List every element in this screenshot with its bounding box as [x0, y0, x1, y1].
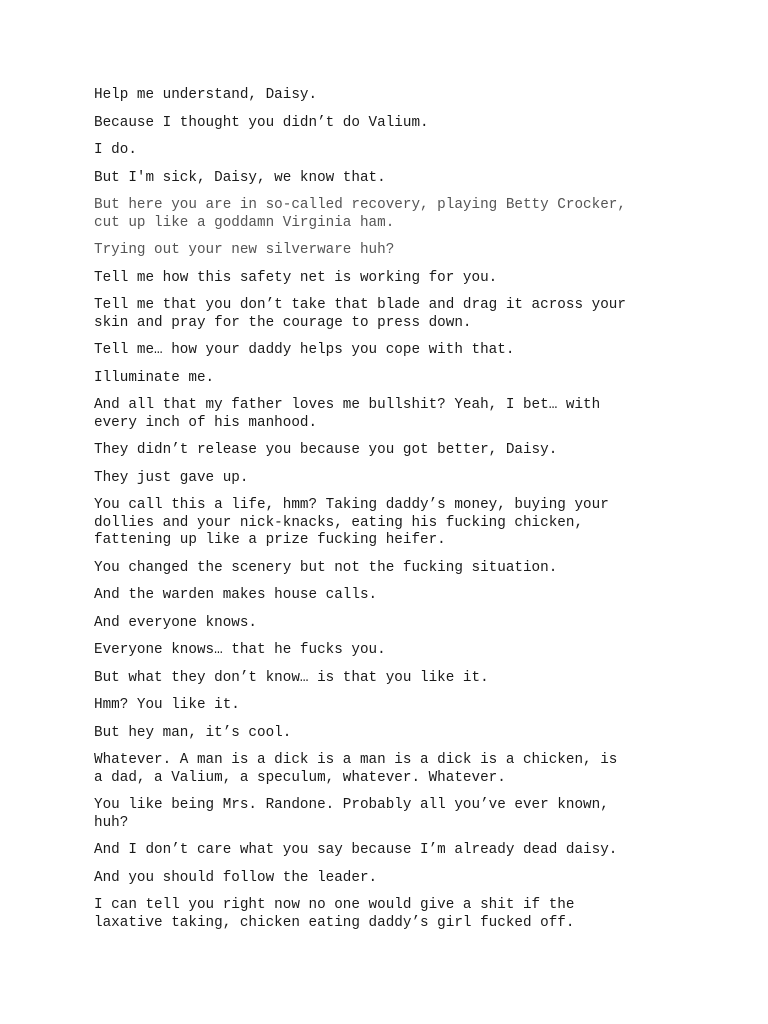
text-line: And the warden makes house calls. [94, 587, 378, 603]
text-line: Because I thought you didn’t do Valium. [94, 114, 429, 131]
text-line: Hmm? You like it. [94, 697, 240, 713]
text-line: Tell me… how your daddy helps you cope with that. [94, 342, 515, 358]
text-line: They just gave up. [94, 469, 249, 486]
text-line: Everyone knows… that he fucks you. [94, 642, 386, 658]
text-line: Trying out your new silverware huh? [94, 242, 395, 258]
text-line: Help me understand, Daisy. [94, 87, 318, 103]
text-line: You like being Mrs. Randone. Probably all you’ve ever known, huh? [94, 797, 609, 831]
text-line: But what they don’t know… is that you like it. [94, 669, 489, 686]
text-line: You changed the scenery but not the fucking situation. [94, 559, 558, 576]
text-line: But I'm sick, Daisy, we know that. [94, 169, 386, 186]
text-line: And everyone knows. [94, 614, 258, 631]
text-line: But hey man, it’s cool. [94, 724, 292, 741]
text-line: And all that my father loves me bullshit? Yeah, I bet… with every inch of his manhood. [94, 397, 601, 431]
text-line: And I don’t care what you say because I’m already dead daisy. [94, 842, 618, 858]
text-line: Illuminate me. [94, 369, 215, 386]
text-line: Whatever. A man is a dick is a man is a dick is a chicken, is a dad, a Valium, a speculum, whatever. Whatever. [94, 752, 618, 786]
text-line: You call this a life, hmm? Taking daddy’s money, buying your dollies and your nick-knacks, eating his fucking chicken, fattening up like a prize fucking heifer. [94, 497, 609, 548]
text-line: I do. [94, 142, 137, 158]
text-line: And you should follow the leader. [94, 869, 378, 886]
text-line: But here you are in so-called recovery, playing Betty Crocker, cut up like a goddamn Virginia ham. [94, 197, 626, 231]
text-line: Tell me that you don’t take that blade and drag it across your skin and pray for the courage to press down. [94, 297, 626, 331]
text-line: Tell me how this safety net is working for you. [94, 269, 498, 286]
text-line: They didn’t release you because you got better, Daisy. [94, 442, 558, 458]
document-body [94, 87, 694, 942]
text-line: I can tell you right now no one would give a shit if the laxative taking, chicken eating daddy’s girl fucked off. [94, 897, 575, 931]
